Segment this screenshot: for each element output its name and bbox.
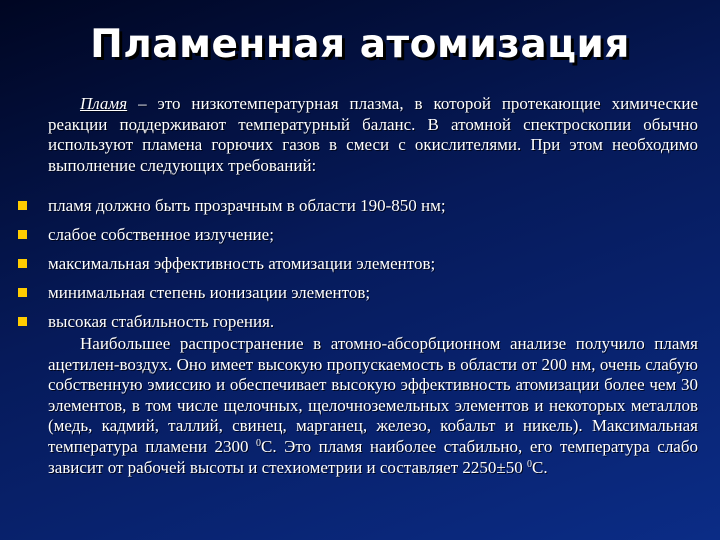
list-item-text: пламя должно быть прозрачным в области 190-850 нм; [48,196,446,215]
list-item [14,225,704,245]
conclusion-text-1: Наибольшее распространение в атомно-абсорбционном анализе получило пламя ацетилен-воздух. Оно имеет высокую пропускаемость в области от 200 нм, очень слабую собственную эмиссию и обеспечивает высокую эффективность атомизации более чем 30 элементов, в том числе щелочных, щелочноземельных элементов и некоторых металлов (медь, кадмий, таллий, свинец, марганец, железо, кобальт и никель). Максимальная температура пламени 2300 [48,334,698,456]
square-bullet-icon [18,288,27,297]
conclusion-paragraph [48,334,698,478]
slide-title: Пламенная атомизация [90,22,630,67]
square-bullet-icon [18,201,27,210]
intro-text: – это низкотемпературная плазма, в которой протекающие химические реакции поддерживают температурный баланс. В атомной спектроскопии обычно используют пламена горючих газов в смеси с окислителями. При этом необходимо выполнение следующих требований: [48,94,698,175]
term-flame: Пламя [80,94,128,113]
conclusion-text-2: С. Это пламя наиболее стабильно, его температура слабо зависит от рабочей высоты и стехиометрии и составляет 2250±50 [48,436,698,477]
list-item [14,312,704,332]
conclusion-text-3: С. [532,457,548,477]
degree-superscript: 0 [527,458,532,470]
square-bullet-icon [18,317,27,326]
degree-superscript: 0 [256,437,262,449]
square-bullet-icon [18,259,27,268]
list-item [14,283,704,303]
list-item [14,196,704,216]
list-item [14,254,704,274]
list-item-text: слабое собственное излучение; [48,225,274,244]
list-item-text: минимальная степень ионизации элементов; [48,283,371,302]
list-item-text: максимальная эффективность атомизации элементов; [48,254,436,273]
list-item-text: высокая стабильность горения. [48,312,275,331]
intro-paragraph [48,94,698,176]
square-bullet-icon [18,230,27,239]
requirements-list [14,196,704,341]
